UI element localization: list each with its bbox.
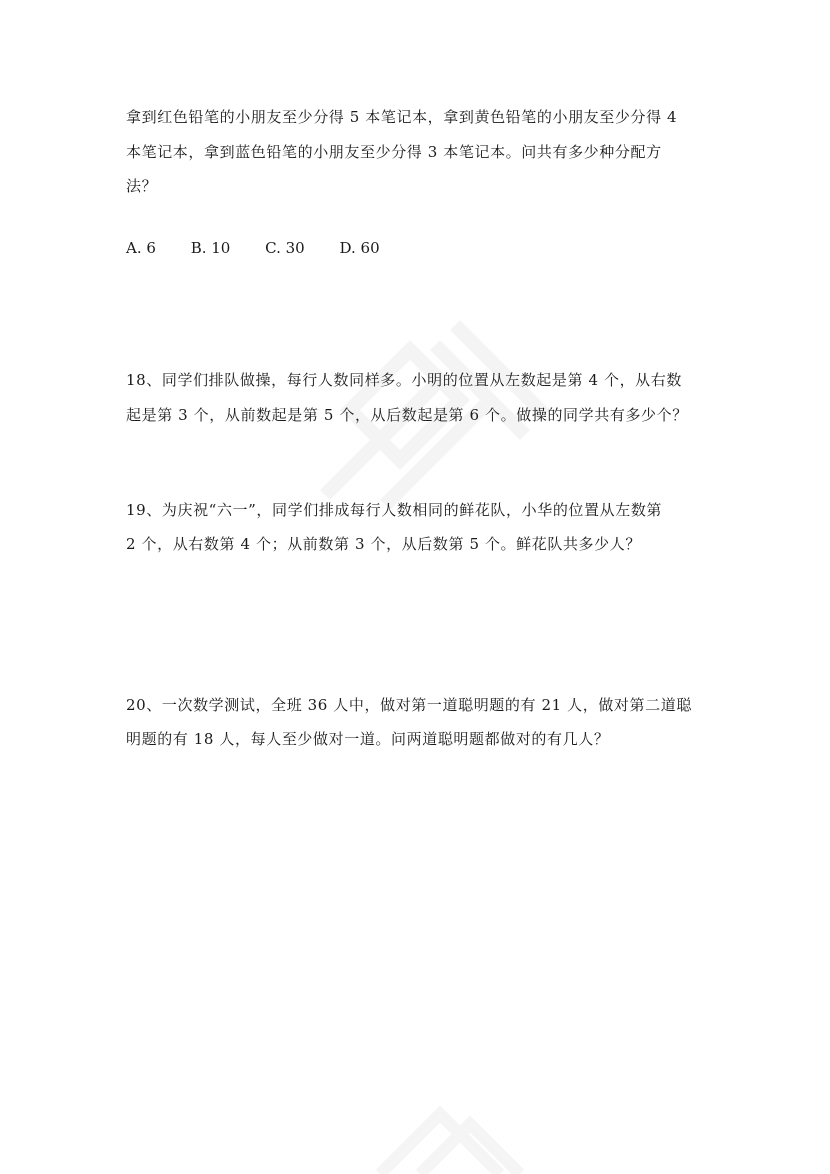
question-20-line-2: 明题的有 18 人，每人至少做对一道。问两道聪明题都做对的有几人？ (126, 730, 610, 748)
option-d: D. 60 (339, 239, 380, 257)
question-17-options (126, 238, 410, 258)
option-a: A. 6 (126, 239, 156, 257)
question-18-line-1: 18、同学们排队做操，每行人数同样多。小明的位置从左数起是第 4 个，从右数 (126, 371, 682, 389)
question-18-line-2: 起是第 3 个，从前数起是第 5 个，从后数起是第 6 个。做操的同学共有多少个？ (126, 406, 688, 424)
question-20-line-1: 20、一次数学测试，全班 36 人中，做对第一道聪明题的有 21 人，做对第二道聪 (126, 696, 692, 714)
question-19-line-2: 2 个，从右数第 4 个；从前数第 3 个，从后数第 5 个。鲜花队共多少人？ (126, 535, 641, 553)
question-17-line-2: 本笔记本，拿到蓝色铅笔的小朋友至少分得 3 本笔记本。问共有多少种分配方 (126, 143, 662, 161)
question-17-line-3: 法？ (126, 177, 158, 195)
question-17-line-1: 拿到红色铅笔的小朋友至少分得 5 本笔记本，拿到黄色铅笔的小朋友至少分得 4 (126, 108, 678, 126)
watermark-logo-bottom (360, 1080, 540, 1174)
option-c: C. 30 (265, 239, 305, 257)
option-b: B. 10 (190, 239, 231, 257)
question-19-line-1: 19、为庆祝“六一”，同学们排成每行人数相同的鲜花队，小华的位置从左数第 (126, 501, 663, 519)
